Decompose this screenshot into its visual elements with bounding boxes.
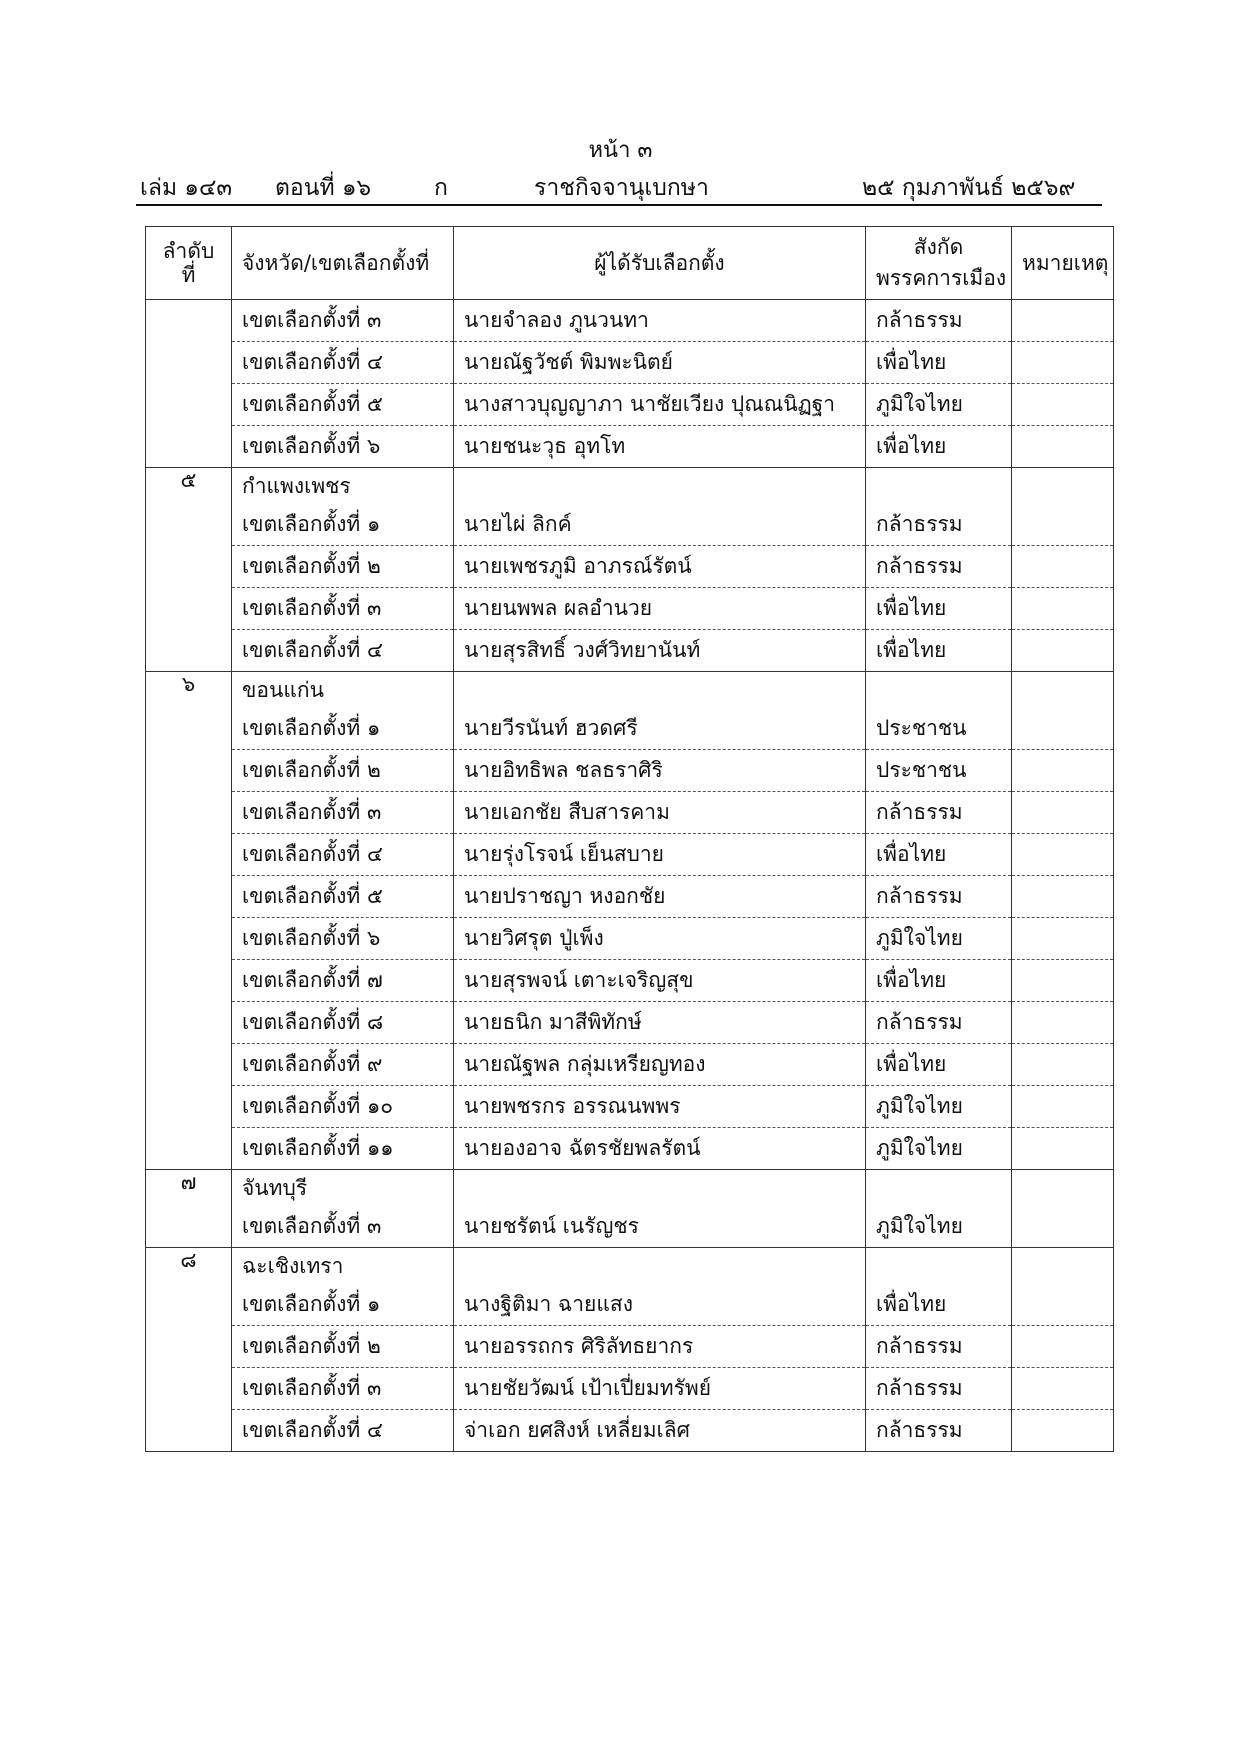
elected-name: นายณัฐพล กลุ่มเหรียญทอง [454, 1044, 866, 1086]
district-label: เขตเลือกตั้งที่ ๗ [232, 960, 454, 1002]
seq-cell-empty [146, 504, 232, 546]
elected-cell-empty [454, 1248, 866, 1285]
seq-number: ๕ [146, 468, 232, 505]
remarks-cell [1012, 708, 1114, 750]
remarks-cell [1012, 834, 1114, 876]
province-name: ขอนแก่น [232, 672, 454, 709]
remarks-cell [1012, 504, 1114, 546]
seq-number: ๖ [146, 672, 232, 709]
remarks-cell [1012, 960, 1114, 1002]
gazette-section: ก [434, 175, 448, 201]
remarks-cell [1012, 876, 1114, 918]
seq-cell-empty [146, 750, 232, 792]
district-label: เขตเลือกตั้งที่ ๕ [232, 876, 454, 918]
remarks-cell [1012, 1206, 1114, 1248]
seq-cell-empty [146, 834, 232, 876]
table-row [146, 588, 1114, 630]
district-label: เขตเลือกตั้งที่ ๑ [232, 708, 454, 750]
party-name: เพื่อไทย [866, 1044, 1012, 1086]
table-row [146, 1128, 1114, 1170]
party-name: กล้าธรรม [866, 1410, 1012, 1452]
elected-cell-empty [454, 468, 866, 505]
elected-name: นายธนิก มาสีพิทักษ์ [454, 1002, 866, 1044]
party-name: เพื่อไทย [866, 834, 1012, 876]
col-header-seq: ลำดับที่ [146, 227, 232, 300]
district-label: เขตเลือกตั้งที่ ๓ [232, 792, 454, 834]
table-row [146, 960, 1114, 1002]
district-label: เขตเลือกตั้งที่ ๔ [232, 834, 454, 876]
table-row [146, 1086, 1114, 1128]
district-label: เขตเลือกตั้งที่ ๒ [232, 1326, 454, 1368]
district-label: เขตเลือกตั้งที่ ๔ [232, 1410, 454, 1452]
seq-cell-empty [146, 1128, 232, 1170]
district-label: เขตเลือกตั้งที่ ๑ [232, 504, 454, 546]
page-number: หน้า ๓ [588, 138, 653, 163]
remarks-cell [1012, 1284, 1114, 1326]
seq-cell-empty [146, 426, 232, 468]
remarks-cell [1012, 300, 1114, 342]
party-name: เพื่อไทย [866, 1284, 1012, 1326]
district-label: เขตเลือกตั้งที่ ๖ [232, 918, 454, 960]
party-name: กล้าธรรม [866, 1002, 1012, 1044]
elected-name: นายเอกชัย สืบสารคาม [454, 792, 866, 834]
table-row [146, 1002, 1114, 1044]
province-row [146, 1248, 1114, 1285]
elected-name: นายรุ่งโรจน์ เย็นสบาย [454, 834, 866, 876]
district-label: เขตเลือกตั้งที่ ๓ [232, 300, 454, 342]
table-body [146, 300, 1114, 1452]
party-name: ภูมิใจไทย [866, 1128, 1012, 1170]
remarks-cell [1012, 630, 1114, 672]
party-cell-empty [866, 1248, 1012, 1285]
party-name: กล้าธรรม [866, 792, 1012, 834]
gazette-volume: เล่ม ๑๔๓ [140, 175, 233, 201]
table-row [146, 630, 1114, 672]
elected-name: นายวีรนันท์ ฮวดศรี [454, 708, 866, 750]
remarks-cell [1012, 672, 1114, 709]
col-header-party-line2: พรรคการเมือง [876, 266, 1007, 290]
party-name: กล้าธรรม [866, 1326, 1012, 1368]
seq-cell-empty [146, 630, 232, 672]
table-row [146, 342, 1114, 384]
seq-cell-empty [146, 1044, 232, 1086]
table-row [146, 300, 1114, 342]
remarks-cell [1012, 426, 1114, 468]
party-name: เพื่อไทย [866, 630, 1012, 672]
elected-name: นายอิทธิพล ชลธราศิริ [454, 750, 866, 792]
table-row [146, 426, 1114, 468]
seq-cell-empty [146, 300, 232, 342]
party-name: ภูมิใจไทย [866, 918, 1012, 960]
province-name: จันทบุรี [232, 1170, 454, 1207]
elected-name: นายนพพล ผลอำนวย [454, 588, 866, 630]
elected-name: นายพชรกร อรรณนพพร [454, 1086, 866, 1128]
elected-members-table [145, 226, 1114, 1452]
seq-number: ๗ [146, 1170, 232, 1207]
district-label: เขตเลือกตั้งที่ ๔ [232, 630, 454, 672]
remarks-cell [1012, 750, 1114, 792]
seq-cell-empty [146, 960, 232, 1002]
district-label: เขตเลือกตั้งที่ ๒ [232, 750, 454, 792]
seq-cell-empty [146, 342, 232, 384]
elected-name: นายจำลอง ภูนวนทา [454, 300, 866, 342]
district-label: เขตเลือกตั้งที่ ๔ [232, 342, 454, 384]
elected-name: นายเพชรภูมิ อาภรณ์รัตน์ [454, 546, 866, 588]
table-row [146, 384, 1114, 426]
remarks-cell [1012, 1086, 1114, 1128]
seq-cell-empty [146, 708, 232, 750]
elected-name: นายสุรพจน์ เตาะเจริญสุข [454, 960, 866, 1002]
party-name: กล้าธรรม [866, 1368, 1012, 1410]
seq-cell-empty [146, 588, 232, 630]
seq-cell-empty [146, 1002, 232, 1044]
elected-name: นายชรัตน์ เนรัญชร [454, 1206, 866, 1248]
district-label: เขตเลือกตั้งที่ ๓ [232, 1206, 454, 1248]
table-row [146, 1368, 1114, 1410]
seq-cell-empty [146, 384, 232, 426]
col-header-remarks: หมายเหตุ [1012, 227, 1114, 300]
party-cell-empty [866, 468, 1012, 505]
seq-cell-empty [146, 876, 232, 918]
party-name: ภูมิใจไทย [866, 1086, 1012, 1128]
table-row [146, 750, 1114, 792]
party-name: เพื่อไทย [866, 426, 1012, 468]
elected-name: นางสาวบุญญาภา นาชัยเวียง ปุณณนิฏฐา [454, 384, 866, 426]
district-label: เขตเลือกตั้งที่ ๕ [232, 384, 454, 426]
remarks-cell [1012, 546, 1114, 588]
province-name: ฉะเชิงเทรา [232, 1248, 454, 1285]
header-rule [136, 204, 1102, 206]
seq-cell-empty [146, 1410, 232, 1452]
table-row [146, 918, 1114, 960]
col-header-district: จังหวัด/เขตเลือกตั้งที่ [232, 227, 454, 300]
elected-cell-empty [454, 672, 866, 709]
remarks-cell [1012, 1044, 1114, 1086]
district-label: เขตเลือกตั้งที่ ๑๑ [232, 1128, 454, 1170]
elected-name: นายชนะวุธ อุทโท [454, 426, 866, 468]
seq-cell-empty [146, 1326, 232, 1368]
party-name: เพื่อไทย [866, 960, 1012, 1002]
col-header-elected: ผู้ได้รับเลือกตั้ง [454, 227, 866, 300]
table-row [146, 876, 1114, 918]
party-name: เพื่อไทย [866, 588, 1012, 630]
party-name: กล้าธรรม [866, 876, 1012, 918]
party-name: กล้าธรรม [866, 546, 1012, 588]
elected-name: นายณัฐวัชต์ พิมพะนิตย์ [454, 342, 866, 384]
district-label: เขตเลือกตั้งที่ ๓ [232, 588, 454, 630]
gazette-date: ๒๕ กุมภาพันธ์ ๒๕๖๙ [862, 175, 1076, 201]
elected-name: นายองอาจ ฉัตรชัยพลรัตน์ [454, 1128, 866, 1170]
district-label: เขตเลือกตั้งที่ ๖ [232, 426, 454, 468]
elected-name: นายปราชญา หงอกชัย [454, 876, 866, 918]
remarks-cell [1012, 1002, 1114, 1044]
elected-name: นายชัยวัฒน์ เป้าเปี่ยมทรัพย์ [454, 1368, 866, 1410]
table-row [146, 834, 1114, 876]
table-row [146, 1284, 1114, 1326]
party-cell-empty [866, 672, 1012, 709]
district-label: เขตเลือกตั้งที่ ๑ [232, 1284, 454, 1326]
province-row [146, 672, 1114, 709]
seq-cell-empty [146, 792, 232, 834]
table-row [146, 1206, 1114, 1248]
remarks-cell [1012, 1368, 1114, 1410]
party-name: เพื่อไทย [866, 342, 1012, 384]
district-label: เขตเลือกตั้งที่ ๓ [232, 1368, 454, 1410]
seq-number: ๘ [146, 1248, 232, 1285]
seq-cell-empty [146, 546, 232, 588]
col-header-party-line1: สังกัด [913, 234, 964, 259]
province-name: กำแพงเพชร [232, 468, 454, 505]
remarks-cell [1012, 918, 1114, 960]
province-row [146, 468, 1114, 505]
seq-cell-empty [146, 1368, 232, 1410]
table-header-row [146, 227, 1114, 300]
province-row [146, 1170, 1114, 1207]
elected-name: จ่าเอก ยศสิงห์ เหลี่ยมเลิศ [454, 1410, 866, 1452]
remarks-cell [1012, 1410, 1114, 1452]
district-label: เขตเลือกตั้งที่ ๘ [232, 1002, 454, 1044]
district-label: เขตเลือกตั้งที่ ๙ [232, 1044, 454, 1086]
party-name: กล้าธรรม [866, 504, 1012, 546]
elected-name: นายอรรถกร ศิริลัทธยากร [454, 1326, 866, 1368]
seq-cell-empty [146, 1284, 232, 1326]
remarks-cell [1012, 1170, 1114, 1207]
table-row [146, 1326, 1114, 1368]
remarks-cell [1012, 588, 1114, 630]
party-name: ประชาชน [866, 708, 1012, 750]
elected-name: นางฐิติมา ฉายแสง [454, 1284, 866, 1326]
table-row [146, 708, 1114, 750]
party-cell-empty [866, 1170, 1012, 1207]
table-row [146, 504, 1114, 546]
remarks-cell [1012, 792, 1114, 834]
elected-name: นายวิศรุต ปู่เพ็ง [454, 918, 866, 960]
remarks-cell [1012, 468, 1114, 505]
table-row [146, 546, 1114, 588]
seq-cell-empty [146, 1086, 232, 1128]
party-name: ภูมิใจไทย [866, 384, 1012, 426]
elected-name: นายไผ่ ลิกค์ [454, 504, 866, 546]
table-row [146, 1410, 1114, 1452]
remarks-cell [1012, 1128, 1114, 1170]
district-label: เขตเลือกตั้งที่ ๑๐ [232, 1086, 454, 1128]
table-row [146, 792, 1114, 834]
gazette-title: ราชกิจจานุเบกษา [534, 175, 709, 201]
seq-cell-empty [146, 918, 232, 960]
seq-cell-empty [146, 1206, 232, 1248]
remarks-cell [1012, 1248, 1114, 1285]
table-row [146, 1044, 1114, 1086]
party-name: ภูมิใจไทย [866, 1206, 1012, 1248]
remarks-cell [1012, 342, 1114, 384]
gazette-issue: ตอนที่ ๑๖ [275, 175, 372, 201]
remarks-cell [1012, 384, 1114, 426]
party-name: ประชาชน [866, 750, 1012, 792]
party-name: กล้าธรรม [866, 300, 1012, 342]
district-label: เขตเลือกตั้งที่ ๒ [232, 546, 454, 588]
remarks-cell [1012, 1326, 1114, 1368]
col-header-party [866, 227, 1012, 300]
elected-name: นายสุรสิทธิ์ วงศ์วิทยานันท์ [454, 630, 866, 672]
elected-cell-empty [454, 1170, 866, 1207]
